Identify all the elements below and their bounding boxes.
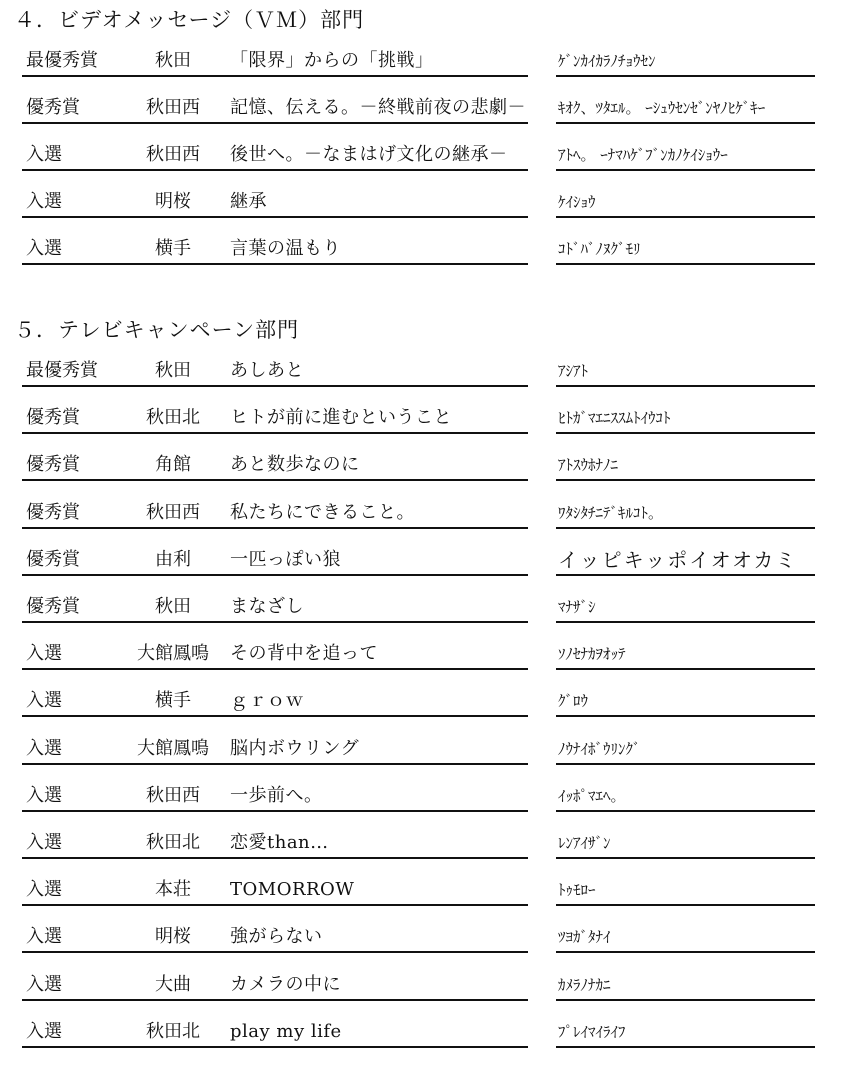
award-rank: 入選: [26, 784, 62, 806]
award-row: [0, 954, 850, 1001]
award-rank: 入選: [26, 832, 62, 853]
award-row: [0, 171, 850, 218]
award-rank: 優秀賞: [26, 501, 80, 523]
work-title: 私たちにできること。: [230, 501, 415, 523]
award-row: [0, 529, 850, 576]
title-reading: ｺﾄﾞﾊﾞﾉﾇｸﾞﾓﾘ: [558, 240, 641, 258]
school-name: 秋田: [155, 596, 191, 617]
award-rank: 入選: [26, 690, 62, 712]
title-reading: ﾋﾄｶﾞﾏｴﾆｽｽﾑﾄｲｳｺﾄ: [558, 409, 671, 428]
award-row: [0, 576, 850, 623]
work-title: 脳内ボウリング: [230, 737, 360, 759]
work-title: カメラの中に: [230, 973, 341, 995]
award-rank: 優秀賞: [26, 548, 80, 570]
award-row: [0, 434, 850, 481]
title-reading: ｱﾄｽｳﾎﾅﾉﾆ: [558, 456, 619, 475]
school-name: 秋田西: [146, 144, 200, 165]
work-title: あしあと: [230, 360, 304, 381]
work-title: 一歩前へ。: [230, 784, 323, 806]
award-row: [0, 77, 850, 124]
school-name: 秋田北: [146, 1020, 200, 1042]
work-title: 強がらない: [230, 926, 323, 948]
award-row: [0, 124, 850, 171]
award-row: [0, 906, 850, 953]
title-reading: ｱｼｱﾄ: [558, 362, 589, 380]
work-title: ｇｒｏｗ: [230, 690, 304, 712]
school-name: 横手: [155, 238, 191, 259]
award-rank: 入選: [26, 973, 62, 995]
award-row: [0, 218, 850, 265]
school-name: 秋田西: [146, 501, 200, 523]
title-reading: ｸﾞﾛｳ: [558, 692, 589, 711]
section-title: ４．ビデオメッセージ（ＶＭ）部門: [14, 8, 365, 32]
school-name: 横手: [155, 690, 191, 712]
school-name: 明桜: [155, 926, 191, 948]
title-reading: ﾄｩﾓﾛｰ: [558, 881, 596, 900]
school-name: 秋田: [155, 50, 191, 71]
award-row: [0, 670, 850, 717]
title-reading: イッピキッポイオオカミ: [558, 547, 798, 572]
school-name: 秋田北: [146, 832, 200, 853]
award-rank: 最優秀賞: [26, 50, 98, 71]
work-title: 継承: [230, 191, 267, 212]
work-title: まなざし: [230, 596, 304, 617]
entry-underline: [22, 263, 528, 265]
award-row: [0, 623, 850, 670]
school-name: 大館鳳鳴: [137, 643, 209, 665]
title-reading: ｶﾒﾗﾉﾅｶﾆ: [558, 975, 611, 994]
work-title: 記憶、伝える。－終戦前夜の悲劇－: [230, 97, 526, 118]
work-title: ヒトが前に進むということ: [230, 407, 452, 429]
school-name: 秋田北: [146, 407, 200, 429]
award-rank: 優秀賞: [26, 454, 80, 476]
title-reading: ｹﾞﾝｶｲｶﾗﾉﾁｮｳｾﾝ: [558, 52, 656, 70]
title-reading: ﾏﾅｻﾞｼ: [558, 598, 596, 616]
school-name: 大曲: [155, 973, 191, 995]
award-rank: 入選: [26, 737, 62, 759]
award-rank: 優秀賞: [26, 97, 80, 118]
reading-underline: [556, 263, 815, 265]
award-rank: 優秀賞: [26, 407, 80, 429]
award-rank: 入選: [26, 879, 62, 901]
title-reading: ｷｵｸ、ﾂﾀｴﾙ。 ｰｼｭｳｾﾝｾﾞﾝﾔﾉﾋｹﾞｷｰ: [558, 99, 766, 117]
award-row: [0, 482, 850, 529]
work-title: あと数歩なのに: [230, 454, 360, 476]
award-row: [0, 812, 850, 859]
school-name: 秋田西: [146, 784, 200, 806]
award-row: [0, 859, 850, 906]
school-name: 秋田西: [146, 97, 200, 118]
title-reading: ｲｯﾎﾟﾏｴﾍ。: [558, 786, 626, 805]
school-name: 秋田: [155, 360, 191, 381]
school-name: 本荘: [155, 879, 191, 901]
work-title: 言葉の温もり: [230, 238, 341, 259]
award-rank: 入選: [26, 191, 62, 212]
title-reading: ﾚﾝｱｲｻﾞﾝ: [558, 834, 611, 852]
award-rank: 入選: [26, 643, 62, 665]
award-rank: 優秀賞: [26, 596, 80, 617]
work-title: 恋愛than…: [230, 832, 329, 853]
title-reading: ﾂﾖｶﾞﾀﾅｲ: [558, 928, 611, 947]
award-row: [0, 387, 850, 434]
award-rank: 入選: [26, 238, 62, 259]
award-row: [0, 765, 850, 812]
title-reading: ﾌﾟﾚｲﾏｲﾗｲﾌ: [558, 1022, 626, 1041]
title-reading: ｱﾄﾍ。 ｰﾅﾏﾊｹﾞﾌﾞﾝｶﾉｹｲｼｮｳｰ: [558, 146, 728, 164]
award-rank: 入選: [26, 144, 62, 165]
school-name: 大館鳳鳴: [137, 737, 209, 759]
title-reading: ﾜﾀｼﾀﾁﾆﾃﾞｷﾙｺﾄ。: [558, 503, 664, 522]
award-row: [0, 1001, 850, 1048]
section-title: ５．テレビキャンペーン部門: [14, 318, 300, 342]
school-name: 角館: [155, 454, 191, 476]
award-row: [0, 340, 850, 387]
work-title: 後世へ。－なまはげ文化の継承－: [230, 144, 508, 165]
award-rank: 入選: [26, 926, 62, 948]
work-title: play my life: [230, 1020, 342, 1042]
school-name: 由利: [155, 548, 191, 570]
title-reading: ﾉｳﾅｲﾎﾞｳﾘﾝｸﾞ: [558, 739, 641, 758]
title-reading: ｹｲｼｮｳ: [558, 193, 596, 211]
work-title: 「限界」からの「挑戦」: [230, 50, 434, 71]
award-rank: 最優秀賞: [26, 360, 98, 381]
award-rank: 入選: [26, 1020, 62, 1042]
work-title: 一匹っぽい狼: [230, 548, 341, 570]
reading-underline: [556, 1046, 815, 1048]
school-name: 明桜: [155, 191, 191, 212]
award-row: [0, 718, 850, 765]
award-row: [0, 30, 850, 77]
entry-underline: [22, 1046, 528, 1048]
work-title: TOMORROW: [230, 879, 355, 901]
title-reading: ｿﾉｾﾅｶｦｵｯﾃ: [558, 645, 626, 664]
work-title: その背中を追って: [230, 643, 378, 665]
